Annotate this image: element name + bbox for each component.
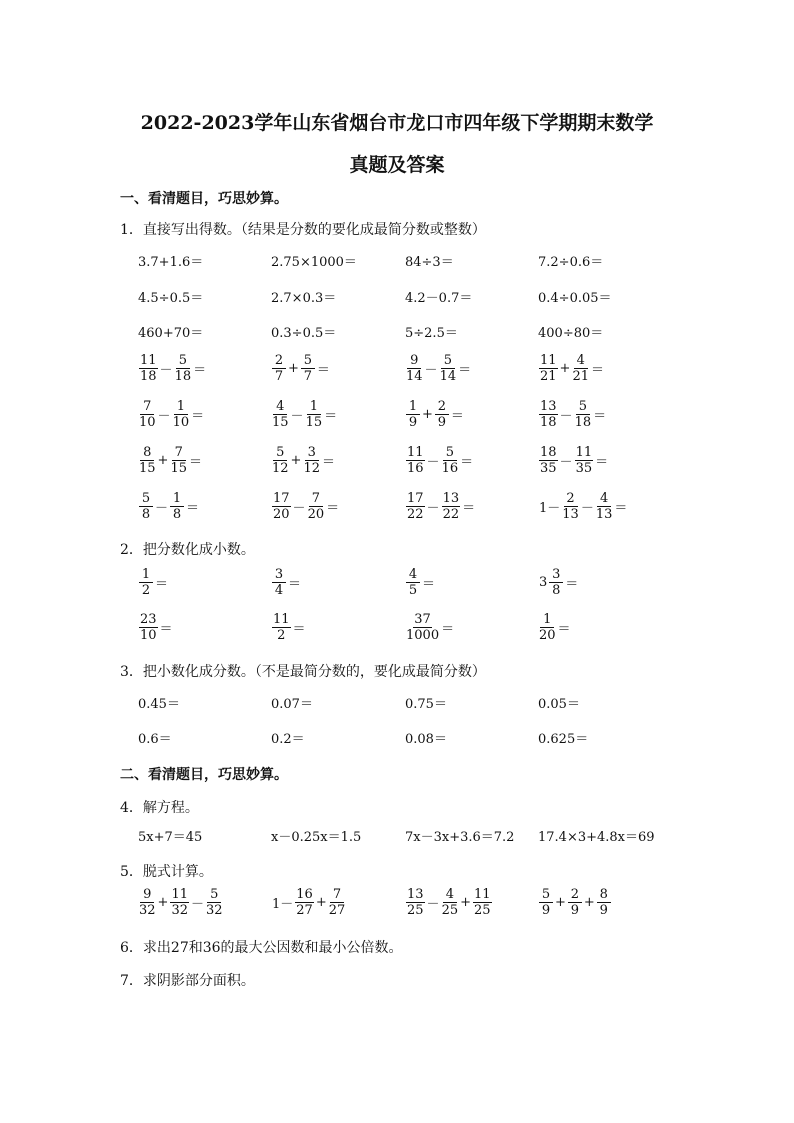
fraction [206, 887, 223, 918]
q2-fraction-item [138, 567, 169, 598]
operator: + [422, 407, 433, 422]
fraction [139, 612, 158, 643]
denominator: 9 [541, 903, 551, 918]
numerator: 11 [407, 445, 424, 460]
fraction [139, 445, 156, 476]
q1-text-item: 7.2÷0.6＝ [538, 255, 604, 270]
denominator: 15 [272, 415, 289, 430]
q1-text-item: 2.7×0.3＝ [271, 291, 337, 306]
equals-sign: ＝ [460, 455, 474, 470]
equals-sign: ＝ [155, 577, 169, 592]
equals-sign: ＝ [191, 409, 205, 424]
q5-expression [538, 887, 612, 918]
operator: － [426, 897, 440, 912]
denominator: 35 [575, 461, 593, 476]
q4-equation: 7x－3x+3.6＝7.2 [405, 830, 515, 845]
numerator: 8 [597, 887, 611, 903]
denominator: 10 [140, 628, 157, 643]
denominator: 12 [272, 461, 289, 476]
numerator: 5 [273, 445, 287, 461]
fraction [295, 887, 314, 918]
numerator: 5 [301, 353, 315, 369]
fraction [139, 887, 156, 918]
equals-sign: ＝ [193, 363, 207, 378]
denominator: 15 [139, 461, 156, 476]
q1-fraction-item [138, 353, 207, 384]
denominator: 25 [474, 903, 491, 918]
fraction [440, 353, 457, 384]
q1-fraction-item [138, 445, 203, 476]
operator: 1－ [272, 897, 294, 912]
equals-sign: ＝ [288, 577, 302, 592]
denominator: 2 [141, 583, 151, 598]
denominator: 20 [539, 628, 556, 643]
fraction [597, 887, 611, 918]
operator: － [155, 501, 169, 516]
numerator: 37 [414, 612, 431, 627]
numerator: 13 [407, 887, 424, 902]
denominator: 8 [141, 507, 151, 522]
operator: － [426, 455, 440, 470]
q3-item: 0.6＝ [138, 732, 172, 747]
q1-fraction-item [405, 445, 474, 476]
fraction [272, 567, 286, 598]
denominator: 14 [406, 369, 423, 384]
denominator: 16 [441, 461, 459, 476]
q3-item: 0.45＝ [138, 697, 180, 712]
equals-sign: ＝ [614, 501, 628, 516]
equals-sign: ＝ [591, 363, 605, 378]
equals-sign: ＝ [565, 577, 579, 592]
operator: + [555, 895, 566, 910]
q2-fraction-item [538, 612, 572, 643]
numerator: 5 [176, 353, 190, 369]
fraction [539, 612, 556, 643]
operator: － [290, 409, 304, 424]
numerator: 4 [406, 567, 420, 583]
operator: + [157, 453, 169, 468]
fraction [539, 887, 553, 918]
numerator: 17 [407, 491, 424, 506]
q2-fraction-item [138, 612, 174, 643]
fraction [539, 445, 558, 476]
numerator: 4 [443, 887, 457, 903]
numerator: 4 [574, 353, 588, 369]
page-title-line2: 真题及答案 [349, 154, 445, 176]
numerator: 3 [272, 567, 286, 583]
operator: + [583, 895, 595, 910]
numerator: 7 [330, 887, 344, 903]
denominator: 9 [570, 903, 580, 918]
q1-fraction-item [271, 353, 331, 384]
equals-sign: ＝ [595, 455, 609, 470]
numerator: 7 [309, 491, 323, 507]
q1-fraction-item [271, 491, 340, 522]
q1-text-item: 2.75×1000＝ [271, 255, 357, 270]
q5-expression [405, 887, 493, 918]
q1-text-item: 0.3÷0.5＝ [271, 326, 337, 341]
denominator: 9 [408, 415, 418, 430]
q3-item: 0.2＝ [271, 732, 305, 747]
fraction [272, 445, 289, 476]
q4-equation: 17.4×3+4.8x＝69 [538, 830, 655, 845]
fraction [575, 445, 594, 476]
q1-text-item: 84÷3＝ [405, 255, 454, 270]
numerator: 1 [170, 491, 184, 507]
operator: + [559, 361, 571, 376]
q3-item: 0.625＝ [538, 732, 589, 747]
fraction [568, 887, 582, 918]
numerator: 2 [272, 353, 286, 369]
numerator: 7 [140, 399, 154, 415]
equals-sign: ＝ [462, 501, 476, 516]
equals-sign: ＝ [441, 622, 455, 637]
denominator: 25 [407, 903, 424, 918]
numerator: 23 [140, 612, 157, 627]
fraction [406, 612, 439, 643]
fraction [539, 353, 558, 384]
q1-fraction-item [271, 445, 336, 476]
fraction [539, 399, 558, 430]
q1-fraction-item [138, 491, 200, 522]
operator: － [191, 897, 205, 912]
denominator: 15 [305, 415, 323, 430]
q3-item: 0.08＝ [405, 732, 447, 747]
denominator: 5 [408, 583, 418, 598]
denominator: 9 [599, 903, 608, 918]
numerator: 5 [207, 887, 221, 903]
denominator: 18 [540, 415, 557, 430]
fraction [170, 445, 187, 476]
q1-fraction-item [538, 353, 605, 384]
denominator: 14 [439, 369, 457, 384]
equals-sign: ＝ [159, 622, 173, 637]
fraction [575, 399, 592, 430]
denominator: 22 [407, 507, 424, 522]
operator: － [424, 363, 438, 378]
operator: － [157, 409, 171, 424]
q4-equation: 5x+7＝45 [138, 830, 203, 845]
numerator: 11 [575, 445, 593, 460]
numerator: 4 [273, 399, 287, 415]
q7-prompt: 7．求阴影部分面积。 [120, 973, 255, 989]
equals-sign: ＝ [186, 501, 200, 516]
q2-prompt: 2．把分数化成小数。 [120, 542, 255, 558]
section1-heading: 一、看清题目，巧思妙算。 [120, 191, 288, 207]
fraction [170, 887, 189, 918]
denominator: 10 [139, 415, 156, 430]
equals-sign: ＝ [322, 455, 336, 470]
fraction [170, 491, 184, 522]
q2-fraction-item [538, 567, 579, 598]
fraction [272, 399, 289, 430]
numerator: 2 [435, 399, 449, 415]
fraction [139, 567, 153, 598]
fraction [473, 887, 492, 918]
q1-text-item: 3.7+1.6＝ [138, 255, 204, 270]
q2-fraction-item [271, 612, 307, 643]
numerator: 5 [441, 353, 455, 369]
q5-expression [271, 887, 346, 918]
numerator: 11 [140, 353, 157, 368]
equals-sign: ＝ [326, 501, 340, 516]
q3-item: 0.05＝ [538, 697, 580, 712]
q6-prompt: 6．求出27和36的最大公因数和最小公倍数。 [120, 940, 403, 956]
numerator: 7 [172, 445, 186, 461]
q1-fraction-item [271, 399, 338, 430]
q1-fraction-item [405, 353, 472, 384]
fraction [442, 445, 459, 476]
operator: － [559, 409, 573, 424]
fraction [406, 399, 420, 430]
fraction [435, 399, 449, 430]
q1-fraction-item [538, 491, 628, 522]
fraction [272, 353, 286, 384]
equals-sign: ＝ [450, 409, 464, 424]
q1-text-item: 5÷2.5＝ [405, 326, 458, 341]
fraction [173, 399, 190, 430]
operator: 3 [539, 575, 548, 590]
denominator: 22 [442, 507, 460, 522]
numerator: 3 [549, 567, 563, 583]
denominator: 32 [206, 903, 223, 918]
numerator: 1 [307, 399, 321, 415]
q1-text-item: 4.5÷0.5＝ [138, 291, 204, 306]
denominator: 20 [273, 507, 290, 522]
q4-equation: x－0.25x＝1.5 [271, 830, 362, 845]
q1-prompt: 1．直接写出得数。（结果是分数的要化成最简分数或整数） [120, 222, 486, 238]
denominator: 27 [328, 903, 346, 918]
denominator: 18 [140, 369, 157, 384]
denominator: 13 [595, 507, 613, 522]
equals-sign: ＝ [189, 455, 203, 470]
numerator: 2 [568, 887, 582, 903]
q1-fraction-item [538, 445, 609, 476]
q1-text-item: 400÷80＝ [538, 326, 604, 341]
fraction [442, 887, 459, 918]
numerator: 8 [140, 445, 154, 461]
numerator: 5 [139, 491, 153, 507]
fraction [329, 887, 346, 918]
operator: － [159, 363, 173, 378]
fraction [301, 353, 315, 384]
equals-sign: ＝ [324, 409, 338, 424]
q2-fraction-item [405, 567, 436, 598]
q3-prompt: 3．把小数化成分数。（不是最简分数的，要化成最简分数） [120, 664, 486, 680]
numerator: 5 [576, 399, 590, 415]
q2-fraction-item [405, 612, 455, 643]
equals-sign: ＝ [557, 622, 571, 637]
numerator: 11 [273, 612, 290, 627]
fraction [272, 491, 291, 522]
denominator: 13 [562, 507, 579, 522]
fraction [139, 353, 158, 384]
q1-fraction-item [405, 491, 476, 522]
operator: － [426, 501, 440, 516]
fraction [139, 399, 156, 430]
denominator: 32 [139, 903, 156, 918]
fraction [175, 353, 192, 384]
numerator: 16 [296, 887, 313, 902]
fraction [406, 887, 425, 918]
fraction [308, 491, 325, 522]
q1-fraction-item [405, 399, 465, 430]
q3-item: 0.07＝ [271, 697, 313, 712]
numerator: 4 [597, 491, 611, 507]
operator: + [460, 895, 472, 910]
fraction [572, 353, 589, 384]
denominator: 7 [303, 369, 313, 384]
denominator: 21 [572, 369, 589, 384]
q1-text-item: 4.2－0.7＝ [405, 291, 473, 306]
q4-prompt: 4．解方程。 [120, 800, 199, 816]
q1-fraction-item [138, 399, 205, 430]
numerator: 5 [443, 445, 457, 461]
numerator: 9 [140, 887, 154, 903]
numerator: 11 [171, 887, 188, 902]
fraction [562, 491, 579, 522]
denominator: 9 [437, 415, 447, 430]
numerator: 1 [139, 567, 153, 583]
numerator: 1 [406, 399, 420, 415]
denominator: 21 [540, 369, 557, 384]
denominator: 18 [574, 415, 592, 430]
operator: + [288, 361, 299, 376]
denominator: 27 [296, 903, 313, 918]
numerator: 5 [539, 887, 553, 903]
equals-sign: ＝ [593, 409, 607, 424]
q1-text-item: 460+70＝ [138, 326, 204, 341]
numerator: 13 [442, 491, 460, 506]
denominator: 12 [303, 461, 320, 476]
denominator: 10 [172, 415, 190, 430]
fraction [596, 491, 613, 522]
fraction [406, 445, 425, 476]
q5-prompt: 5．脱式计算。 [120, 864, 213, 880]
fraction [139, 491, 153, 522]
denominator: 15 [170, 461, 187, 476]
denominator: 16 [407, 461, 424, 476]
denominator: 8 [172, 507, 182, 522]
numerator: 3 [305, 445, 319, 461]
denominator: 4 [274, 583, 284, 598]
fraction [272, 612, 291, 643]
denominator: 18 [174, 369, 192, 384]
denominator: 20 [307, 507, 325, 522]
fraction [306, 399, 323, 430]
equals-sign: ＝ [422, 577, 436, 592]
numerator: 9 [407, 353, 421, 369]
fraction [406, 567, 420, 598]
operator: － [292, 501, 306, 516]
fraction [406, 491, 425, 522]
numerator: 1 [174, 399, 188, 415]
numerator: 17 [273, 491, 290, 506]
fraction [406, 353, 423, 384]
q3-item: 0.75＝ [405, 697, 447, 712]
denominator: 25 [441, 903, 459, 918]
denominator: 1000 [406, 628, 440, 643]
equals-sign: ＝ [316, 363, 330, 378]
denominator: 35 [540, 461, 557, 476]
q1-text-item: 0.4÷0.05＝ [538, 291, 612, 306]
operator: + [290, 453, 302, 468]
equals-sign: ＝ [292, 622, 306, 637]
denominator: 32 [171, 903, 188, 918]
operator: + [157, 895, 169, 910]
fraction [442, 491, 461, 522]
denominator: 2 [277, 628, 286, 643]
q1-fraction-item [538, 399, 607, 430]
operator: + [315, 895, 327, 910]
fraction [303, 445, 320, 476]
numerator: 11 [540, 353, 557, 368]
numerator: 18 [540, 445, 557, 460]
numerator: 1 [540, 612, 554, 628]
denominator: 7 [274, 369, 284, 384]
numerator: 11 [474, 887, 491, 902]
q5-expression [138, 887, 224, 918]
operator: － [559, 455, 573, 470]
equals-sign: ＝ [458, 363, 472, 378]
operator: 1－ [539, 501, 561, 516]
denominator: 8 [552, 583, 561, 598]
fraction [549, 567, 563, 598]
page-title-line1: 2022-2023学年山东省烟台市龙口市四年级下学期期末数学 [140, 112, 654, 134]
numerator: 2 [564, 491, 578, 507]
operator: － [580, 501, 594, 516]
section2-heading: 二、看清题目，巧思妙算。 [120, 767, 288, 783]
numerator: 13 [540, 399, 557, 414]
q2-fraction-item [271, 567, 302, 598]
